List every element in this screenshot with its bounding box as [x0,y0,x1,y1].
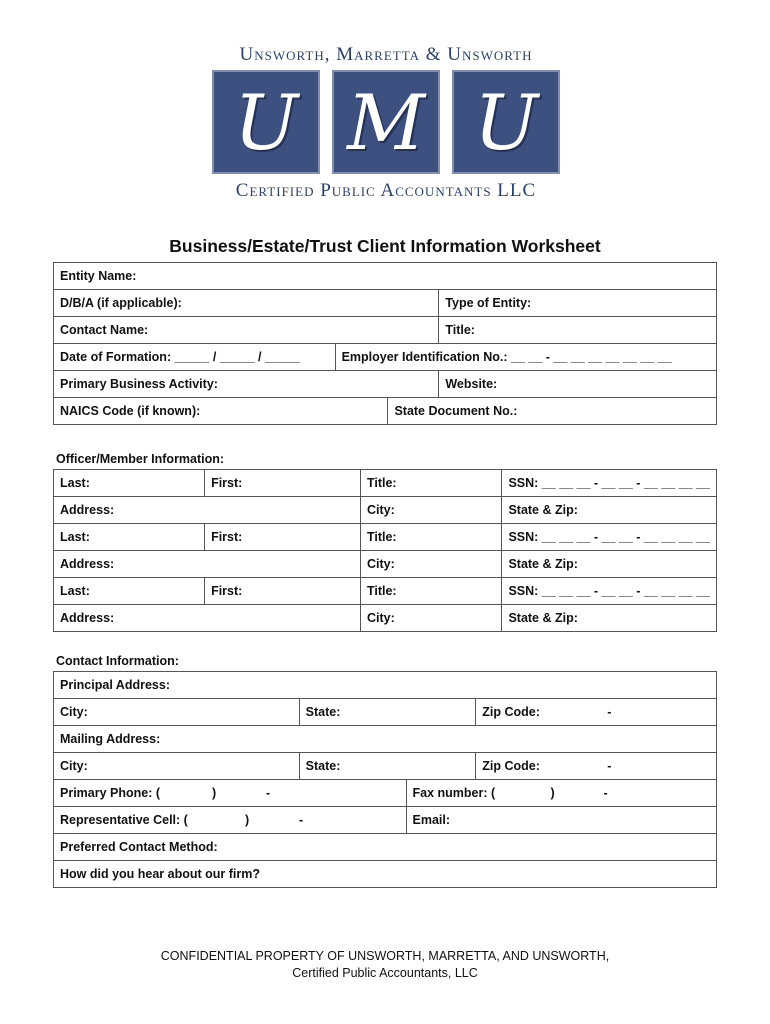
officer-table [53,469,717,632]
mailing-address-field[interactable]: Mailing Address: [54,726,717,753]
footer [0,948,770,982]
date-of-formation-field[interactable]: Date of Formation: _____ / _____ / _____ [54,344,336,371]
officer-1-first-field[interactable]: First: [205,470,361,497]
principal-state-field[interactable]: State: [299,699,476,726]
rep-cell-dash: - [299,813,304,827]
contact-section-heading: Contact Information: [56,654,179,668]
primary-business-activity-field[interactable]: Primary Business Activity: [54,371,439,398]
officer-1-title-field[interactable]: Title: [360,470,501,497]
officer-2-first-field[interactable]: First: [205,524,361,551]
officer-1-address-field[interactable]: Address: [54,497,361,524]
officer-2-ssn-field[interactable]: SSN: __ __ __ - __ __ - __ __ __ __ [502,524,717,551]
monogram-letter-1: U [212,70,320,174]
primary-phone-field[interactable] [54,780,407,807]
monogram-letter-2: M [332,70,440,174]
dba-field[interactable]: D/B/A (if applicable): [54,290,439,317]
officer-1-ssn-field[interactable]: SSN: __ __ __ - __ __ - __ __ __ __ [502,470,717,497]
contact-name-field[interactable]: Contact Name: [54,317,439,344]
officer-3-last-field[interactable]: Last: [54,578,205,605]
mailing-city-field[interactable]: City: [54,753,300,780]
entity-name-field[interactable]: Entity Name: [54,263,717,290]
mailing-zip-label: Zip Code: [482,759,540,773]
fax-dash: - [603,786,608,800]
officer-3-city-field[interactable]: City: [360,605,501,632]
officer-2-title-field[interactable]: Title: [360,524,501,551]
rep-cell-label: Representative Cell: ( [60,813,188,827]
page-title: Business/Estate/Trust Client Information Worksheet [169,236,601,256]
entity-table [53,262,717,425]
officer-2-city-field[interactable]: City: [360,551,501,578]
officer-3-title-field[interactable]: Title: [360,578,501,605]
principal-address-field[interactable]: Principal Address: [54,672,717,699]
officer-section-heading: Officer/Member Information: [56,452,225,466]
preferred-contact-field[interactable]: Preferred Contact Method: [54,834,717,861]
principal-zip-field[interactable] [476,699,717,726]
fax-label: Fax number: ( [412,786,496,800]
monogram [212,70,560,174]
officer-1-city-field[interactable]: City: [360,497,501,524]
rep-cell-field[interactable] [54,807,407,834]
officer-3-first-field[interactable]: First: [205,578,361,605]
mailing-zip-dash: - [607,759,612,773]
email-field[interactable]: Email: [406,807,717,834]
officer-3-ssn-field[interactable]: SSN: __ __ __ - __ __ - __ __ __ __ [502,578,717,605]
firm-subtitle: Certified Public Accountants LLC [235,180,537,201]
fax-field[interactable] [406,780,717,807]
mailing-zip-field[interactable] [476,753,717,780]
officer-1-state-zip-field[interactable]: State & Zip: [502,497,717,524]
officer-3-state-zip-field[interactable]: State & Zip: [502,605,717,632]
mailing-state-field[interactable]: State: [299,753,476,780]
contact-title-field[interactable]: Title: [439,317,717,344]
contact-table [53,671,717,888]
naics-code-field[interactable]: NAICS Code (if known): [54,398,388,425]
ein-field[interactable]: Employer Identification No.: __ __ - __ __ __ __ __ __ __ [335,344,716,371]
footer-line-2: Certified Public Accountants, LLC [292,966,478,980]
officer-2-address-field[interactable]: Address: [54,551,361,578]
monogram-letter-3: U [452,70,560,174]
rep-cell-close: ) [245,813,250,827]
state-document-no-field[interactable]: State Document No.: [388,398,717,425]
type-of-entity-field[interactable]: Type of Entity: [439,290,717,317]
officer-2-state-zip-field[interactable]: State & Zip: [502,551,717,578]
principal-zip-label: Zip Code: [482,705,540,719]
primary-phone-close: ) [212,786,217,800]
website-field[interactable]: Website: [439,371,717,398]
officer-2-last-field[interactable]: Last: [54,524,205,551]
fax-close: ) [550,786,555,800]
principal-zip-dash: - [607,705,612,719]
principal-city-field[interactable]: City: [54,699,300,726]
primary-phone-label: Primary Phone: ( [60,786,161,800]
officer-1-last-field[interactable]: Last: [54,470,205,497]
officer-3-address-field[interactable]: Address: [54,605,361,632]
how-heard-field[interactable]: How did you hear about our firm? [54,861,717,888]
firm-name: Unsworth, Marretta & Unsworth [239,44,533,65]
firm-logo [205,44,567,202]
primary-phone-dash: - [266,786,271,800]
footer-line-1: CONFIDENTIAL PROPERTY OF UNSWORTH, MARRETTA, AND UNSWORTH, [160,949,610,963]
